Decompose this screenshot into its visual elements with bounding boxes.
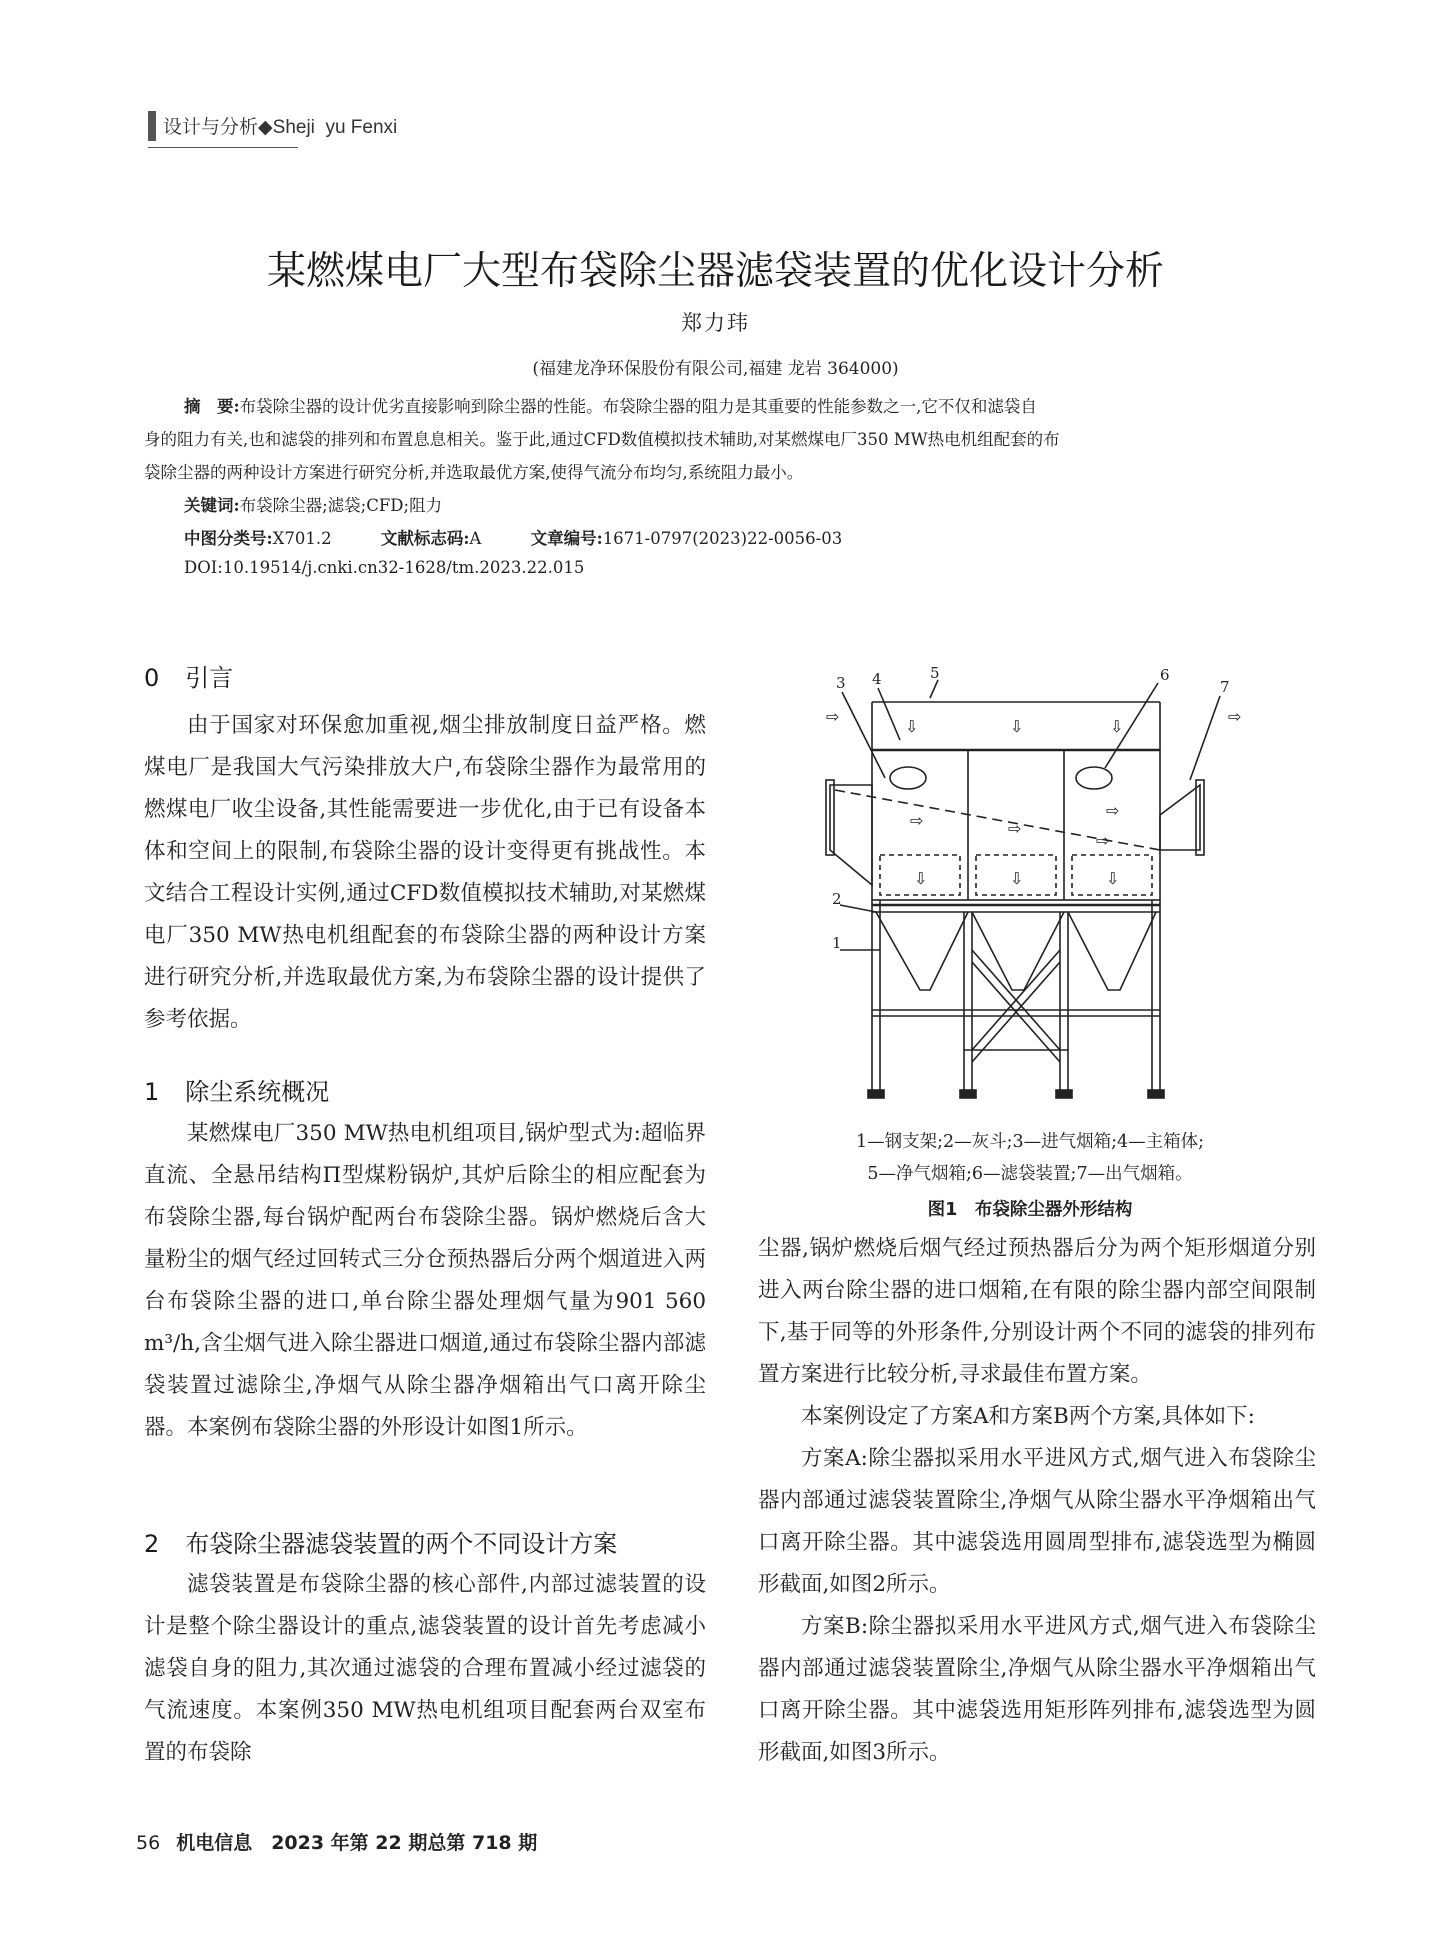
section-2-number: 2 [144,1530,160,1558]
figure-label-2: 2 [832,890,842,908]
paragraph-3: 尘器,锅炉燃烧后烟气经过预热器后分为两个矩形烟道分别进入两台除尘器的进口烟箱,在有限的除尘器内部空间限制下,基于同等的外形条件,分别设计两个不同的滤袋的排列布置方案进行比较分析,寻求最佳布置方案。 [758,1236,1316,1387]
svg-text:⇨: ⇨ [826,707,840,726]
section-0-number: 0 [144,664,160,692]
svg-text:⇩: ⇩ [1110,717,1124,736]
svg-text:⇩: ⇩ [1010,869,1024,888]
doi-line [184,558,584,577]
svg-text:⇩: ⇩ [1010,717,1024,736]
figure-label-3: 3 [836,674,846,692]
svg-text:⇩: ⇩ [914,869,928,888]
article-no-value: 1671-0797(2023)22-0056-03 [602,529,843,548]
figure-1-diagram [780,650,1280,1120]
header-underline [148,147,298,148]
header-bar [148,111,156,141]
doc-code-label: 文献标志码: [380,529,470,548]
paragraph-6: 方案B:除尘器拟采用水平进风方式,烟气进入布袋除尘器内部通过滤袋装置除尘,净烟气从除尘器水平净烟箱出气口离开除尘器。其中滤袋选用矩形阵列排布,滤袋选型为圆形截面,如图3所示。 [758,1614,1316,1765]
paragraph-overview [144,1113,706,1449]
paragraph-4: 本案例设定了方案A和方案B两个方案,具体如下: [801,1404,1255,1429]
paragraph-5: 方案A:除尘器拟采用水平进风方式,烟气进入布袋除尘器内部通过滤袋装置除尘,净烟气从除尘器水平净烟箱出气口离开除尘器。其中滤袋选用圆周型排布,滤袋选型为椭圆形截面,如图2所示。 [758,1446,1316,1597]
doi-label: DOI: [184,558,223,577]
paragraph-design [144,1564,706,1774]
article-title: 某燃煤电厂大型布袋除尘器滤袋装置的优化设计分析 [266,249,1164,294]
header-section-cn: 设计与分析 [163,117,259,138]
figure-label-1: 1 [832,934,842,952]
abstract-label: 摘 要: [184,397,240,416]
keywords-label: 关键词: [184,496,240,515]
header-separator: ◆ [258,117,273,138]
article-author: 郑力玮 [681,311,750,335]
figure-1-caption-line-2: 5—净气烟箱;6—滤袋装置;7—出气烟箱。 [867,1164,1193,1184]
svg-text:⇨: ⇨ [1008,819,1022,838]
abstract-line-1 [144,390,1312,423]
doc-code-value: A [469,529,482,548]
clc-label: 中图分类号: [184,529,273,548]
running-header [163,112,397,139]
section-1-heading [144,1072,329,1107]
right-column-text [758,1228,1316,1774]
paragraph-2: 滤袋装置是布袋除尘器的核心部件,内部过滤装置的设计是整个除尘器设计的重点,滤袋装置的设计首先考虑减小滤袋自身的阻力,其次通过滤袋的合理布置减小经过滤袋的气流速度。本案例350 MW热电机组项目配套两台双室布置的布袋除 [144,1572,706,1765]
section-0-heading [144,658,233,693]
svg-text:⇨: ⇨ [1106,801,1120,820]
figure-1-caption-line-1: 1—钢支架;2—灰斗;3—进气烟箱;4—主箱体; [855,1132,1205,1152]
page-footer [136,1828,537,1855]
paragraph-0: 由于国家对环保愈加重视,烟尘排放制度日益严格。燃煤电厂是我国大气污染排放大户,布袋除尘器作为最常用的燃煤电厂收尘设备,其性能需要进一步优化,由于已有设备本体和空间上的限制,布袋除尘器的设计变得更有挑战性。本文结合工程设计实例,通过CFD数值模拟技术辅助,对某燃煤电厂350 MW热电机组配套的布袋除尘器的两种设计方案进行研究分析,并选取最优方案,为布袋除尘器的设计提供了参考依据。 [144,713,706,1032]
figure-label-4: 4 [872,670,882,688]
header-section-pinyin: Sheji yu Fenxi [272,117,398,138]
journal-issue: 机电信息 2023 年第 22 期总第 718 期 [176,1832,538,1854]
article-affiliation: (福建龙净环保股份有限公司,福建 龙岩 364000) [532,359,899,379]
paragraph-1: 某燃煤电厂350 MW热电机组项目,锅炉型式为:超临界直流、全悬吊结构Π型煤粉锅炉,其炉后除尘的相应配套为布袋除尘器,每台锅炉配两台布袋除尘器。锅炉燃烧后含大量粉尘的烟气经过回转式三分仓预热器后分两个烟道进入两台布袋除尘器的进口,单台除尘器处理烟气量为901 560 m³/h,含尘烟气进入除尘器进口烟道,通过布袋除尘器内部滤袋装置过滤除尘,净烟气从除尘器净烟箱出气口离开除尘器。本案例布袋除尘器的外形设计如图1所示。 [144,1121,706,1440]
svg-text:⇨: ⇨ [1096,831,1110,850]
keywords-value: 布袋除尘器;滤袋;CFD;阻力 [239,496,443,515]
article-no-label: 文章编号: [530,529,603,548]
clc-value: X701.2 [272,529,332,548]
page-number: 56 [136,1832,161,1854]
abstract-text-1: 布袋除尘器的设计优劣直接影响到除尘器的性能。布袋除尘器的阻力是其重要的性能参数之一,它不仅和滤袋自 [239,397,1037,416]
svg-text:⇩: ⇩ [1106,869,1120,888]
abstract-line-3: 袋除尘器的两种设计方案进行研究分析,并选取最优方案,使得气流分布均匀,系统阻力最小。 [144,463,804,482]
svg-text:⇨: ⇨ [910,811,924,830]
classification-line [184,525,842,549]
section-2-title: 布袋除尘器滤袋装置的两个不同设计方案 [185,1530,618,1558]
section-2-heading [144,1524,617,1559]
svg-text:⇨: ⇨ [1228,707,1242,726]
svg-text:⇩: ⇩ [905,717,919,736]
figure-1-title: 图1 布袋除尘器外形结构 [927,1200,1133,1220]
section-1-number: 1 [144,1078,160,1106]
figure-label-5: 5 [930,664,940,682]
figure-label-7: 7 [1220,678,1230,696]
section-1-title: 除尘系统概况 [185,1078,330,1106]
figure-label-6: 6 [1160,666,1170,684]
section-0-title: 引言 [185,664,234,692]
keywords [184,492,442,516]
paragraph-intro [144,705,706,1041]
abstract-line-2: 身的阻力有关,也和滤袋的排列和布置息息相关。鉴于此,通过CFD数值模拟技术辅助,对某燃煤电厂350 MW热电机组配套的布 [144,430,1060,449]
doi-value: 10.19514/j.cnki.cn32-1628/tm.2023.22.015 [222,558,585,577]
